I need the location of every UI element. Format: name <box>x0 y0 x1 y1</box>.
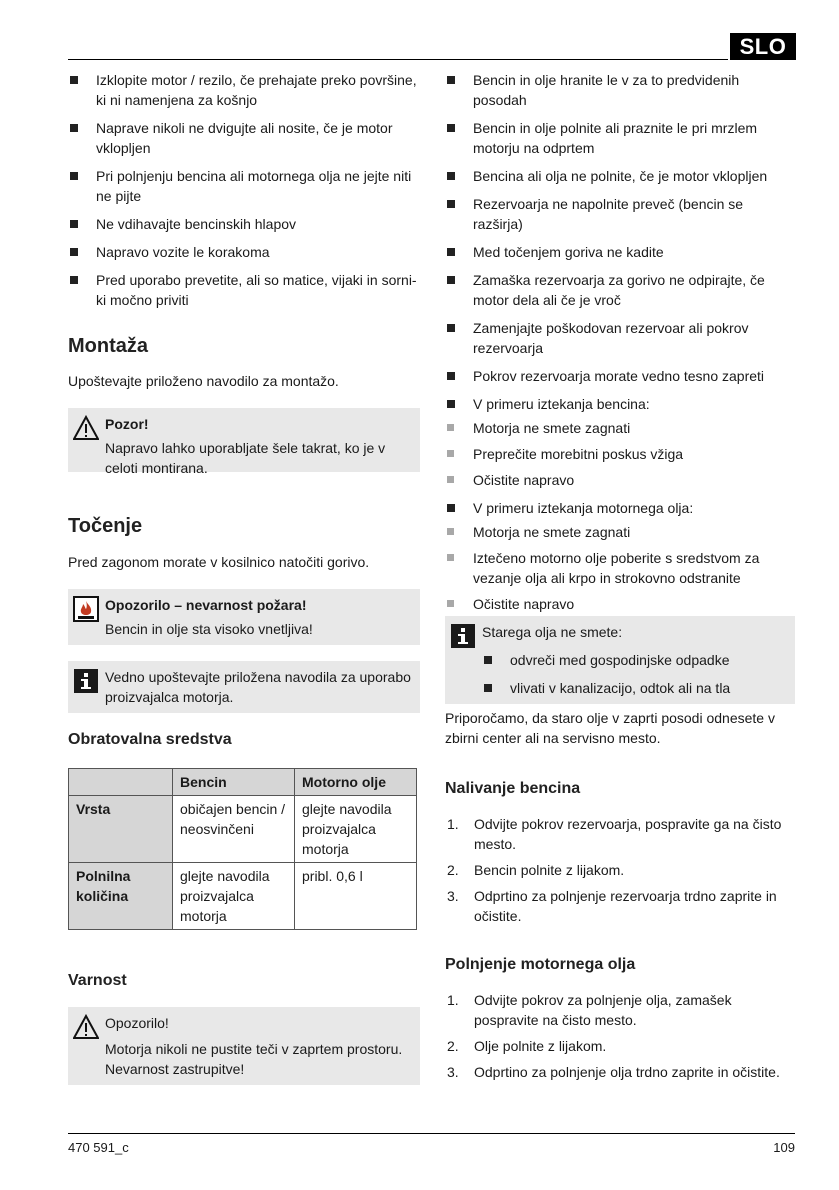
warning-text: Motorja nikoli ne pustite teči v zaprtem prostoru. Nevarnost zastrupitve! <box>105 1041 403 1077</box>
fire-warning-text: Bencin in olje sta visoko vnetljiva! <box>105 621 313 637</box>
table-cell: glejte navodila proizvajalca motorja <box>173 863 295 930</box>
spill-olje-sublist <box>445 522 795 614</box>
warning-title: Opozorilo! <box>105 1015 169 1031</box>
old-oil-recommendation: Priporočamo, da staro olje v zaprti posodi odnesete v zbirni center ali na servisno mesto. <box>445 710 775 746</box>
step-item: 1. Odvijte pokrov rezervoarja, pospravite ga na čisto mesto. <box>447 816 782 852</box>
warning-box-montaza <box>68 408 420 476</box>
spill-olje-label: V primeru iztekanja motornega olja: <box>473 500 694 516</box>
step-text: Odprtino za polnjenje rezervoarja trdno zaprite in očistite. <box>474 888 777 924</box>
footer-rule <box>68 1133 795 1134</box>
step-item: 3. Odprtino za polnjenje olja trdno zaprite in očistite. <box>447 1064 780 1080</box>
step-text: Odprtino za polnjenje olja trdno zaprite in očistite. <box>474 1064 780 1080</box>
section-heading-montaza: Montaža <box>68 335 148 357</box>
safety-list-left <box>68 70 420 310</box>
warning-text: Napravo lahko uporabljate šele takrat, ko je v celoti montirana. <box>105 440 386 476</box>
nalivanje-steps <box>445 814 795 926</box>
table-header-olje: Motorno olje <box>295 769 417 796</box>
table-row-label: Polnilna količina <box>69 863 173 930</box>
table-row-label: Vrsta <box>69 796 173 863</box>
step-item: 1. Odvijte pokrov za polnjenje olja, zamašek pospravite na čisto mesto. <box>447 992 732 1028</box>
list-item: Pred uporabo prevetite, ali so matice, vijaki in sorni-ki močno priviti <box>68 270 420 310</box>
table-row <box>69 769 417 796</box>
header-rule <box>68 59 728 60</box>
tocenje-text: Pred zagonom morate v kosilnico natočiti gorivo. <box>68 554 370 570</box>
table-cell: pribl. 0,6 l <box>295 863 417 930</box>
old-oil-list <box>482 650 787 698</box>
polnjenje-steps <box>445 990 795 1082</box>
section-heading-varnost: Varnost <box>68 972 127 989</box>
operating-fluids-table <box>68 768 417 930</box>
info-box-engine <box>68 661 420 713</box>
list-item: Izklopite motor / rezilo, če prehajate preko površine, ki ni namenjena za košnjo <box>68 70 420 110</box>
sub-list-item: Motorja ne smete zagnati <box>445 418 795 438</box>
info-text: Vedno upoštevajte priložena navodila za uporabo proizvajalca motorja. <box>105 669 411 705</box>
sub-list-item: Očistite napravo <box>445 594 795 614</box>
old-oil-title: Starega olja ne smete: <box>482 624 623 640</box>
safety-list-right <box>445 70 795 614</box>
table-cell: običajen bencin / neosvinčeni <box>173 796 295 863</box>
list-item: Bencina ali olja ne polnite, če je motor vklopljen <box>445 166 795 186</box>
list-item: Bencin in olje hranite le v za to predvidenih posodah <box>445 70 795 110</box>
list-item: Pokrov rezervoarja morate vedno tesno zapreti <box>445 366 795 386</box>
spill-bencin-sublist <box>445 418 795 490</box>
fire-warning-title: Opozorilo – nevarnost požara! <box>105 597 307 613</box>
list-item: Zamaška rezervoarja za gorivo ne odpirajte, če motor dela ali če je vroč <box>445 270 795 310</box>
step-item: 2. Olje polnite z lijakom. <box>447 1038 607 1054</box>
list-item: Rezervoarja ne napolnite preveč (bencin se razširja) <box>445 194 795 234</box>
step-text: Olje polnite z lijakom. <box>474 1038 607 1054</box>
step-item: 3. Odprtino za polnjenje rezervoarja trdno zaprite in očistite. <box>447 888 777 924</box>
list-item: Naprave nikoli ne dvigujte ali nosite, če je motor vklopljen <box>68 118 420 158</box>
section-heading-tocenje: Točenje <box>68 515 143 537</box>
language-badge: SLO <box>730 33 796 60</box>
sub-list-item: Iztečeno motorno olje poberite s sredstvom za vezanje olja ali krpo in strokovno odstranite <box>445 548 795 588</box>
right-column <box>445 70 795 1088</box>
table-row <box>69 863 417 930</box>
section-heading-obratovalna: Obratovalna sredstva <box>68 731 232 748</box>
sub-list-item: Motorja ne smete zagnati <box>445 522 795 542</box>
fire-hazard-icon <box>73 596 99 622</box>
list-item: Napravo vozite le korakoma <box>68 242 420 262</box>
warning-triangle-icon <box>73 1014 99 1040</box>
table-header-bencin: Bencin <box>173 769 295 796</box>
list-item: Zamenjajte poškodovan rezervoar ali pokrov rezervoarja <box>445 318 795 358</box>
sub-list-item: Preprečite morebitni poskus vžiga <box>445 444 795 464</box>
list-item <box>445 394 795 490</box>
sub-list-item: Očistite napravo <box>445 470 795 490</box>
table-row <box>69 796 417 863</box>
left-column <box>68 70 420 1085</box>
spill-bencin-label: V primeru iztekanja bencina: <box>473 396 650 412</box>
info-icon <box>73 668 99 694</box>
list-item: Ne vdihavajte bencinskih hlapov <box>68 214 420 234</box>
fire-warning-box <box>68 589 420 645</box>
step-text: Odvijte pokrov za polnjenje olja, zamašek pospravite na čisto mesto. <box>474 992 732 1028</box>
step-text: Bencin polnite z lijakom. <box>474 862 625 878</box>
table-cell <box>69 769 173 796</box>
warning-title: Pozor! <box>105 416 149 432</box>
montaza-text: Upoštevajte priloženo navodilo za montažo. <box>68 373 339 389</box>
page-number: 109 <box>773 1140 795 1155</box>
section-heading-polnjenje: Polnjenje motornega olja <box>445 956 636 973</box>
info-box-old-oil <box>445 616 795 704</box>
warning-box-varnost <box>68 1007 420 1085</box>
list-item: vlivati v kanalizacijo, odtok ali na tla <box>482 678 787 698</box>
table-cell: glejte navodila proizvajalca motorja <box>295 796 417 863</box>
info-icon <box>450 623 476 649</box>
list-item: odvreči med gospodinjske odpadke <box>482 650 787 670</box>
document-code: 470 591_c <box>68 1140 129 1155</box>
list-item: Bencin in olje polnite ali praznite le pri mrzlem motorju na odprtem <box>445 118 795 158</box>
step-item: 2. Bencin polnite z lijakom. <box>447 862 625 878</box>
list-item <box>445 498 795 614</box>
warning-triangle-icon <box>73 415 99 441</box>
list-item: Pri polnjenju bencina ali motornega olja ne jejte niti ne pijte <box>68 166 420 206</box>
section-heading-nalivanje: Nalivanje bencina <box>445 780 581 797</box>
list-item: Med točenjem goriva ne kadite <box>445 242 795 262</box>
step-text: Odvijte pokrov rezervoarja, pospravite ga na čisto mesto. <box>474 816 782 852</box>
